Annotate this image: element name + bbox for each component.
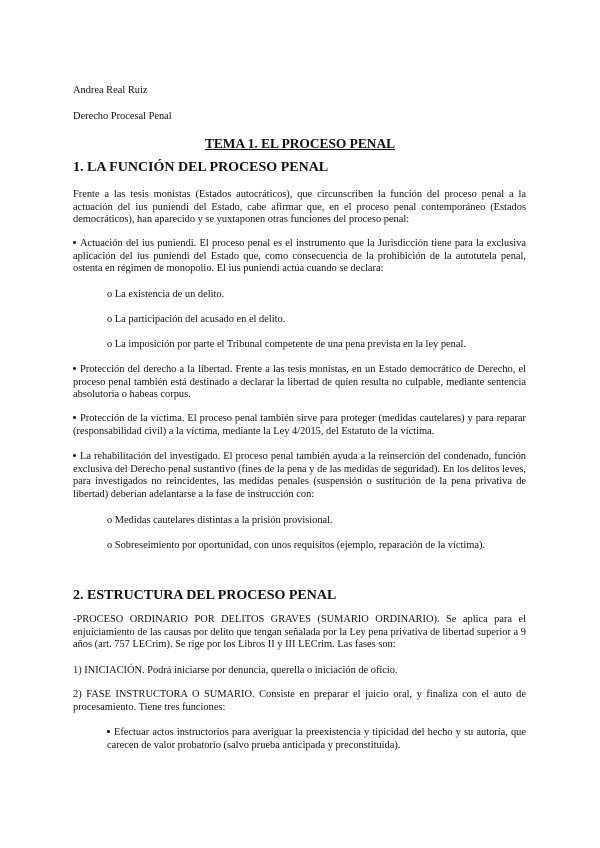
bullet-icon — [73, 367, 76, 370]
bullet-ius-puniendi — [73, 238, 526, 276]
section2-paragraph: 1) INICIACIÓN. Podrá iniciarse por denuncia, querella o iniciación de oficio. — [73, 665, 398, 676]
section2-paragraph: 2) FASE INSTRUCTORA O SUMARIO. Consiste en preparar el juicio oral, y finaliza con el auto de procesamiento. Tiene tres funciones: — [73, 689, 526, 713]
list-item: o Sobreseimiento por oportunidad, con unos requisitos (ejemplo, reparación de la víctima). — [107, 540, 486, 551]
section2-paragraph: -PROCESO ORDINARIO POR DELITOS GRAVES (SUMARIO ORDINARIO). Se aplica para el enjuiciamiento de las causas por delito que tengan señalada por la Ley pena privativa de libertad superior a 9 años (art. 757 LECrim). Se rige por los Libros II y III LECrim. Las fases son: — [73, 614, 526, 651]
bullet-libertad — [73, 364, 526, 402]
list-item: o La imposición por parte el Tribunal competente de una pena prevista en la ley penal. — [107, 339, 466, 350]
bullet-text: Protección del derecho a la libertad. Frente a las tesis monistas, en un Estado democrático de Derecho, el proceso penal también está destinado a declarar la libertad de quien resulta no culpable, mediante sentencia absolutoria o habeas corpus. — [73, 364, 526, 401]
bullet-icon — [73, 454, 76, 457]
section1-intro: Frente a las tesis monistas (Estados autocráticos), que circunscriben la función del proceso penal a la actuación del ius puniendi del Estado, cabe afirmar que, en el proceso penal contemporáneo (Estados democráticos), han aparecido y se yuxtaponen otras funciones del proceso penal: — [73, 189, 526, 226]
section2-bullet — [107, 727, 526, 752]
bullet-victima — [73, 413, 526, 438]
bullet-icon — [73, 241, 76, 244]
bullet-icon — [107, 730, 110, 733]
bullet-text: Actuación del ius puniendi. El proceso penal es el instrumento que la Jurisdicción tiene para la exclusiva aplicación del ius puniendi del Estado que, como consecuencia de la prohibición de la autotutela penal, ostenta en régimen de monopolio. El ius puniendi actúa cuando se declara: — [73, 238, 526, 275]
list-item: o La participación del acusado en el delito. — [107, 314, 286, 325]
bullet-text: Efectuar actos instructorios para averiguar la preexistencia y tipicidad del hecho y su autoría, que carecen de valor probatorio (salvo prueba anticipada y preconstituida). — [107, 727, 526, 751]
bullet-text: Protección de la víctima. El proceso penal también sirve para proteger (medidas cautelares) y para reparar (responsabilidad civil) a la víctima, mediante la Ley 4/2015, del Estatuto de la víctima. — [73, 413, 526, 437]
bullet-text: La rehabilitación del investigado. El proceso penal también ayuda a la reinserción del condenado, función exclusiva del Derecho penal sustantivo (fines de la pena y de las medidas de seguridad). En los delitos leves, para investigados no reincidentes, las medidas penales (suspensión o sustitución de la pena privativa de libertad) deberían adelantarse a la fase de instrucción con: — [73, 451, 526, 500]
list-item: o Medidas cautelares distintas a la prisión provisional. — [107, 515, 333, 526]
bullet-icon — [73, 416, 76, 419]
section2-heading: 2. ESTRUCTURA DEL PROCESO PENAL — [73, 588, 337, 603]
subject-name: Derecho Procesal Penal — [73, 111, 172, 122]
author-name: Andrea Real Ruiz — [73, 85, 148, 96]
page-title: TEMA 1. EL PROCESO PENAL — [204, 136, 396, 151]
section1-heading: 1. LA FUNCIÓN DEL PROCESO PENAL — [73, 160, 329, 175]
list-item: o La existencia de un delito. — [107, 289, 225, 300]
bullet-rehabilitacion — [73, 451, 526, 501]
